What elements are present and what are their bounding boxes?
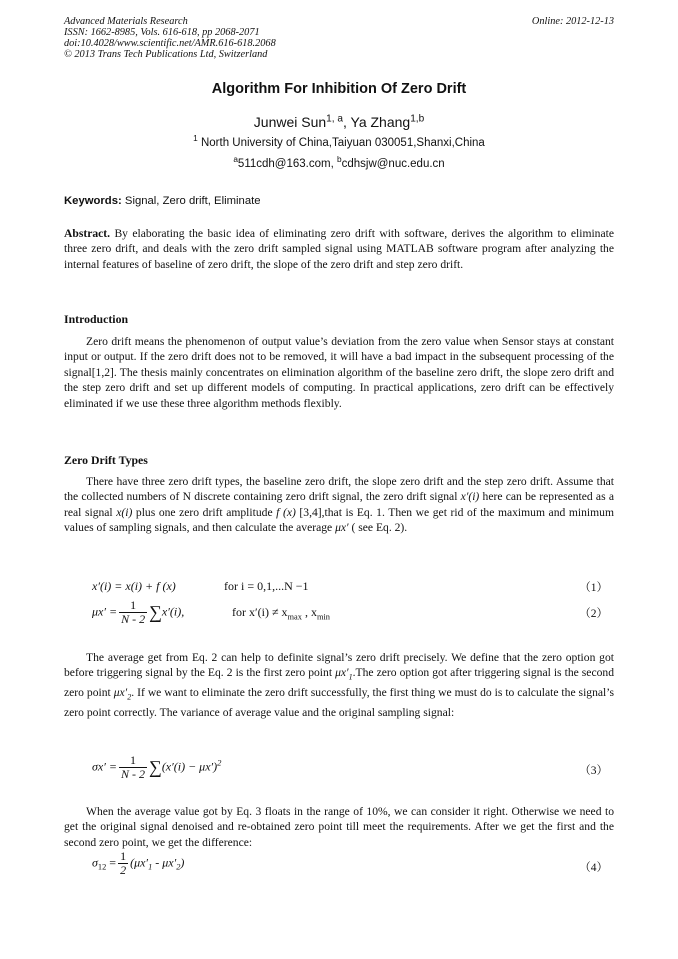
inline-mu-x2-base: μx′ <box>113 686 128 700</box>
copyright-line: © 2013 Trans Tech Publications Ltd, Switzerland <box>64 49 268 60</box>
keywords-label: Keywords: <box>64 195 122 207</box>
equation-3 <box>0 752 678 788</box>
eq1-condition: for i = 0,1,...N −1 <box>224 579 309 593</box>
author-2-sup: 1,b <box>410 113 425 125</box>
eq4-close: ) <box>180 855 185 870</box>
eq3-frac-num: 1 <box>119 754 147 768</box>
inline-x-i: x(i) <box>116 505 133 519</box>
p1-text-a: There have three zero drift types, the baseline zero drift, the slope zero drift and the step zero drift. Assume that the collected numbers of N discrete containing zero drift signal, the zero drift signal <box>64 475 614 504</box>
email-b: cdhsjw@nuc.edu.cn <box>341 158 445 170</box>
eq2-cond-comma: , x <box>301 605 317 619</box>
introduction-heading: Introduction <box>64 312 129 326</box>
eq3-expression <box>92 754 221 781</box>
affiliation <box>0 134 678 149</box>
email-a: 511cdh@163.com, <box>237 158 337 170</box>
eq3-fraction <box>119 754 147 781</box>
eq2-fraction <box>119 599 147 626</box>
eq3-sum: ∑ <box>148 757 162 777</box>
zero-drift-paragraph-3: When the average value got by Eq. 3 floats in the range of 10%, we can consider it right. Otherwise we need to get the original signal denoised and re-obtained zero point till meet the requirements. After we get the first and the second zero point, we get the difference: <box>64 805 614 849</box>
abstract-text: By elaborating the basic idea of eliminating zero drift with software, derives the algorithm to eliminate three zero drift, and deals with the zero drift sampled signal using MATLAB software program after analyzing the internal features of baseline of zero drift, the slope of the zero drift and step zero drift. <box>64 227 614 271</box>
eq4-lhs: σ <box>92 855 98 870</box>
eq4-frac-den: 2 <box>120 863 127 877</box>
inline-mu-x1-base: μx′ <box>335 666 349 680</box>
eq4-frac-num: 1 <box>120 849 127 863</box>
eq1-expression: x′(i) = x(i) + f (x) <box>92 579 176 593</box>
eq2-condition <box>232 605 330 621</box>
eq4-mid: - μx′ <box>152 855 177 870</box>
inline-f-x: f (x) <box>276 505 296 519</box>
eq3-number: （3） <box>579 765 608 777</box>
p1-text-e: ( see Eq. 2). <box>348 521 408 535</box>
eq4-rhs: (μx′ <box>130 855 149 870</box>
inline-mu-x2-sub: 2 <box>127 692 132 702</box>
author-1: Junwei Sun <box>253 114 327 130</box>
p2-text-b: .The zero option got after triggering signal is the second zero point <box>64 666 614 700</box>
eq2-number: （2） <box>579 608 608 620</box>
eq2-frac-den: N - 2 <box>121 612 146 626</box>
eq4-lhs-sub: 12 <box>97 862 107 872</box>
author-1-sup: 1, a <box>326 113 343 125</box>
abstract-label: Abstract. <box>64 227 111 240</box>
doi-line: doi:10.4028/www.scientific.net/AMR.616-618.2068 <box>64 38 276 49</box>
email-a-sup: a <box>233 155 238 165</box>
author-2: Ya Zhang <box>350 114 411 130</box>
eq3-sup: 2 <box>217 757 222 768</box>
eq2-sub-max: max <box>287 612 302 622</box>
issn-line: ISSN: 1662-8985, Vols. 616-618, pp 2068-2071 <box>64 27 260 38</box>
eq4-equals: = <box>106 855 117 870</box>
author-separator: , <box>342 114 351 130</box>
inline-mu-x: μx′ <box>335 521 349 535</box>
eq3-frac-den: N - 2 <box>120 767 145 781</box>
inline-xprime-i: x′(i) <box>460 490 480 504</box>
paper-title: Algorithm For Inhibition Of Zero Drift <box>211 81 467 97</box>
eq4-number: （4） <box>579 862 608 874</box>
email-b-sup: b <box>336 155 342 165</box>
journal-header <box>64 16 276 60</box>
eq4-expression <box>92 850 184 877</box>
affiliation-sup: 1 <box>193 134 198 144</box>
zero-drift-types-heading: Zero Drift Types <box>64 453 148 467</box>
affiliation-text: North University of China,Taiyuan 030051,Shanxi,China <box>200 137 485 149</box>
eq3-rhs: (x′(i) − μx′) <box>161 759 218 774</box>
eq2-expression <box>92 599 184 626</box>
p1-text-c: plus one zero drift amplitude <box>132 505 277 519</box>
eq1-number: （1） <box>579 582 608 594</box>
introduction-text: Zero drift means the phenomenon of output value’s deviation from the zero value when Sensor stays at constant input or output. If the zero drift does not to be removed, it will have a bad impact in the subsequent processing of the signal[1,2]. The thesis mainly concentrates on elimination algorithm of the baseline zero drift, the slope zero drift and the step zero drift and set up different models of computing. In practical applications, zero drift can be effectively eliminated if we use these three algorithm methods flexibly. <box>64 335 614 410</box>
inline-mu-x1 <box>335 666 353 682</box>
zero-drift-paragraph-2 <box>64 650 614 720</box>
equation-2 <box>0 597 678 633</box>
p1-text-d: [3,4],that is Eq. 1. Then we get rid of the maximum and minimum values of sampling signals, and then calculate the average <box>64 505 614 535</box>
keywords-text: Signal, Zero drift, Eliminate <box>121 195 261 207</box>
keywords <box>64 195 261 207</box>
eq3-lhs: σx′ = <box>92 759 117 774</box>
eq2-sum: ∑ <box>149 602 162 622</box>
zero-drift-paragraph-1 <box>64 474 614 536</box>
eq2-cond-pre: for x′(i) ≠ x <box>232 605 288 619</box>
p2-text-a: The average get from Eq. 2 can help to definite signal’s zero drift precisely. We define that the zero option got before triggering signal by the Eq. 2 is the first zero point <box>64 651 614 680</box>
eq4-sub2: 2 <box>176 862 181 872</box>
eq2-rhs: x′(i), <box>161 604 185 619</box>
inline-mu-x2 <box>113 686 132 702</box>
abstract <box>64 226 614 272</box>
email-line <box>0 155 678 170</box>
journal-name: Advanced Materials Research <box>64 16 188 27</box>
p1-text-b: here can be represented as a real signal <box>64 490 614 519</box>
eq2-lhs: μx′ = <box>92 604 118 619</box>
eq4-sub1: 1 <box>148 862 153 872</box>
inline-mu-x1-sub: 1 <box>348 672 353 682</box>
p2-text-c: . If we want to eliminate the zero drift successfully, the first thing we must do is to calculate the signal’s zero point correctly. The variance of average value and the original sampling signal: <box>64 686 614 719</box>
equation-4 <box>0 850 678 886</box>
eq4-fraction <box>118 850 128 877</box>
author-line <box>0 114 678 130</box>
eq2-sub-min: min <box>316 612 330 622</box>
online-date: Online: 2012-12-13 <box>531 16 614 27</box>
eq2-frac-num: 1 <box>119 599 147 613</box>
